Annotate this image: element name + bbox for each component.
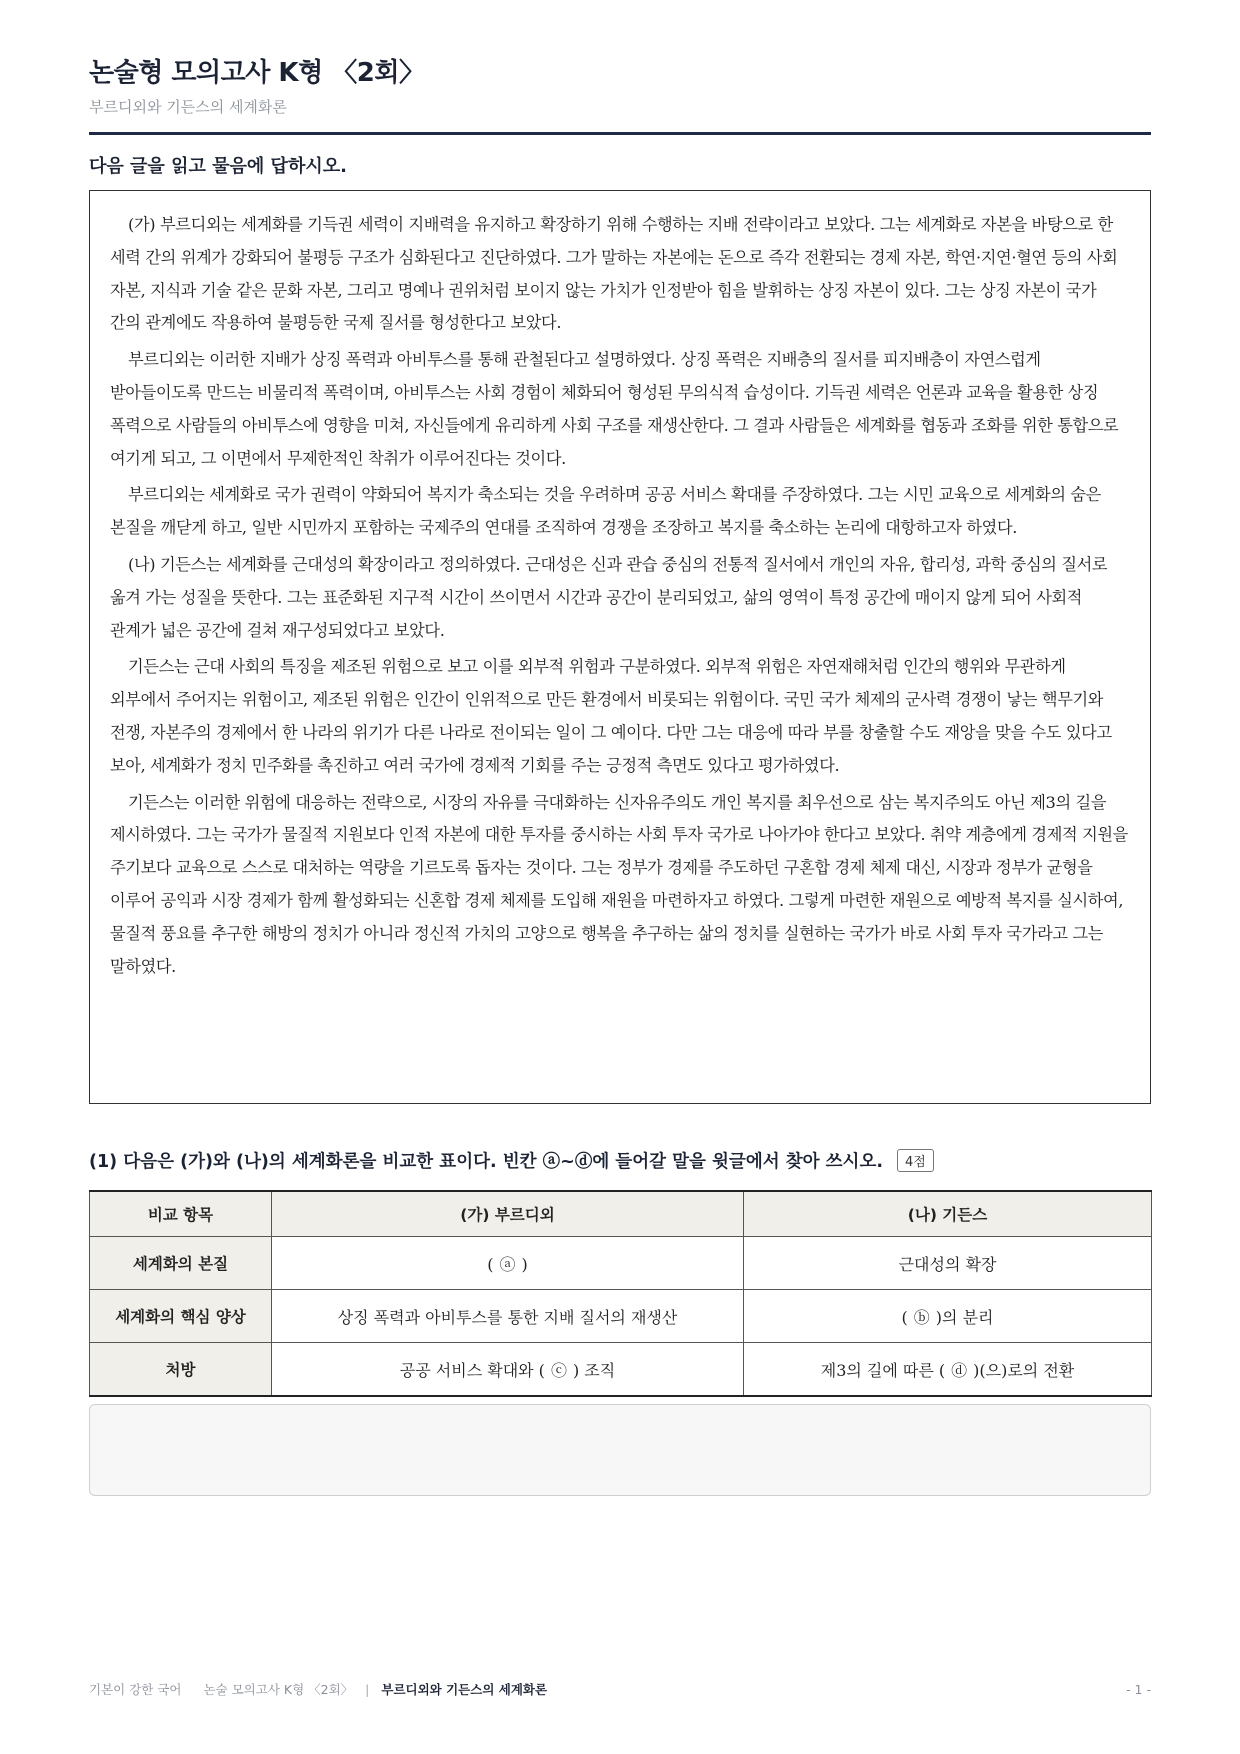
passage-paragraph: (나) 기든스는 세계화를 근대성의 확장이라고 정의하였다. 근대성은 신과 관습 중심의 전통적 질서에서 개인의 자유, 합리성, 과학 중심의 질서로 옮겨 가는 성질을 뜻한다. 그는 표준화된 지구적 시간이 쓰이면서 시간과 공간이 분리되었고, 삶의 영역이 특정 공간에 매이지 않게 되어 사회적 관계가 넓은 공간에 걸쳐 재구성되었다고 보았다. [110, 554, 1108, 640]
table-header-giddens: (나) 기든스 [744, 1191, 1152, 1237]
page-number: - 1 - [1126, 1681, 1151, 1697]
footer-publisher: 기본이 강한 국어 [89, 1682, 182, 1697]
passage-paragraph: 부르디외는 세계화로 국가 권력이 약화되어 복지가 축소되는 것을 우려하며 공공 서비스 확대를 주장하였다. 그는 시민 교육으로 세계화의 숨은 본질을 깨닫게 하고, 일반 시민까지 포함하는 국제주의 연대를 조직하여 경쟁을 조장하고 복지를 축소하는 논리에 대항하고자 하였다. [110, 485, 1101, 538]
reading-passage [89, 190, 1151, 1104]
instruction-text: 다음 글을 읽고 물음에 답하시오. [89, 156, 347, 177]
table-row [90, 1290, 1152, 1343]
footer-topic: 부르디외와 기든스의 세계화론 [381, 1682, 548, 1697]
row-label: 세계화의 본질 [90, 1237, 272, 1290]
header-divider [89, 132, 1151, 135]
points-badge: 4점 [897, 1149, 934, 1172]
table-cell: 상징 폭력과 아비투스를 통한 지배 질서의 재생산 [272, 1290, 744, 1343]
blank-a: ⓐ [499, 1254, 516, 1274]
table-cell: 근대성의 확장 [744, 1237, 1152, 1290]
blank-b: ⓑ [913, 1307, 930, 1327]
passage-paragraph: 기든스는 근대 사회의 특징을 제조된 위험으로 보고 이를 외부적 위험과 구분하였다. 외부적 위험은 자연재해처럼 인간의 행위와 무관하게 외부에서 주어지는 위험이고, 제조된 위험은 인간이 인위적으로 만든 환경에서 비롯되는 위험이다. 국민 국가 체제의 군사력 경쟁이 낳는 핵무기와 전쟁, 자본주의 경제에서 한 나라의 위기가 다른 나라로 전이되는 일이 그 예이다. 다만 그는 대응에 따라 부를 창출할 수도 재앙을 맞을 수도 있다고 보아, 세계화가 정치 민주화를 촉진하고 여러 국가에 경제적 기회를 주는 긍정적 측면도 있다고 평가하였다. [110, 657, 1112, 775]
table-cell: ( ⓑ )의 분리 [744, 1290, 1152, 1343]
passage-paragraph: (가) 부르디외는 세계화를 기득권 세력이 지배력을 유지하고 확장하기 위해 수행하는 지배 전략이라고 보았다. 그는 세계화로 자본을 바탕으로 한 세력 간의 위계가 강화되어 불평등 구조가 심화된다고 진단하였다. 그가 말하는 자본에는 돈으로 즉각 전환되는 경제 자본, 학연·지연·혈연 등의 사회 자본, 지식과 기술 같은 문화 자본, 그리고 명예나 권위처럼 보이지 않는 가치가 인정받아 힘을 발휘하는 상징 자본이 있다. 그는 상징 자본이 국가 간의 관계에도 작용하여 불평등한 국제 질서를 형성한다고 보았다. [110, 215, 1118, 333]
question-prompt [89, 1148, 934, 1173]
row-label: 처방 [90, 1343, 272, 1397]
table-header-bourdieu: (가) 부르디외 [272, 1191, 744, 1237]
answer-box[interactable] [89, 1404, 1151, 1496]
table-row [90, 1343, 1152, 1397]
row-label: 세계화의 핵심 양상 [90, 1290, 272, 1343]
blank-c: ⓒ [550, 1360, 567, 1380]
page-subtitle: 부르디외와 기든스의 세계화론 [89, 98, 287, 116]
table-row [90, 1237, 1152, 1290]
table-cell: ( ⓐ ) [272, 1237, 744, 1290]
footer-divider: | [365, 1681, 370, 1697]
question-text: (1) 다음은 (가)와 (나)의 세계화론을 비교한 표이다. 빈칸 ⓐ~ⓓ에 들어갈 말을 윗글에서 찾아 쓰시오. [89, 1152, 883, 1172]
page-footer [89, 1680, 1151, 1698]
table-header-row [90, 1191, 1152, 1237]
footer-exam: 논술 모의고사 K형 〈2회〉 [203, 1682, 354, 1697]
comparison-table [89, 1190, 1152, 1397]
table-cell: 제3의 길에 따른 ( ⓓ )(으)로의 전환 [744, 1343, 1152, 1397]
table-cell: 공공 서비스 확대와 ( ⓒ ) 조직 [272, 1343, 744, 1397]
page-title: 논술형 모의고사 K형 〈2회〉 [89, 58, 425, 88]
table-header-item: 비교 항목 [90, 1191, 272, 1237]
blank-d: ⓓ [951, 1360, 968, 1380]
passage-paragraph: 기든스는 이러한 위험에 대응하는 전략으로, 시장의 자유를 극대화하는 신자유주의도 개인 복지를 최우선으로 삼는 복지주의도 아닌 제3의 길을 제시하였다. 그는 국가가 물질적 지원보다 인적 자본에 대한 투자를 중시하는 사회 투자 국가로 나아가야 한다고 보았다. 취약 계층에게 경제적 지원을 주기보다 교육으로 스스로 대처하는 역량을 기르도록 돕자는 것이다. 그는 정부가 경제를 주도하던 구혼합 경제 체제 대신, 시장과 정부가 균형을 이루어 공익과 시장 경제가 함께 활성화되는 신혼합 경제 체제를 도입해 재원을 마련하자고 하였다. 그렇게 마련한 재원으로 예방적 복지를 실시하여, 물질적 풍요를 추구한 해방의 정치가 아니라 정신적 가치의 고양으로 행복을 추구하는 삶의 정치를 실현하는 국가가 바로 사회 투자 국가라고 그는 말하였다. [110, 792, 1128, 976]
passage-paragraph: 부르디외는 이러한 지배가 상징 폭력과 아비투스를 통해 관철된다고 설명하였다. 상징 폭력은 지배층의 질서를 피지배층이 자연스럽게 받아들이도록 만드는 비물리적 폭력이며, 아비투스는 사회 경험이 체화되어 형성된 무의식적 습성이다. 기득권 세력은 언론과 교육을 활용한 상징 폭력으로 사람들의 아비투스에 영향을 미쳐, 자신들에게 유리하게 사회 구조를 재생산한다. 그 결과 사람들은 세계화를 협동과 조화를 위한 통합으로 여기게 되고, 그 이면에서 무제한적인 착취가 이루어진다는 것이다. [110, 350, 1119, 468]
